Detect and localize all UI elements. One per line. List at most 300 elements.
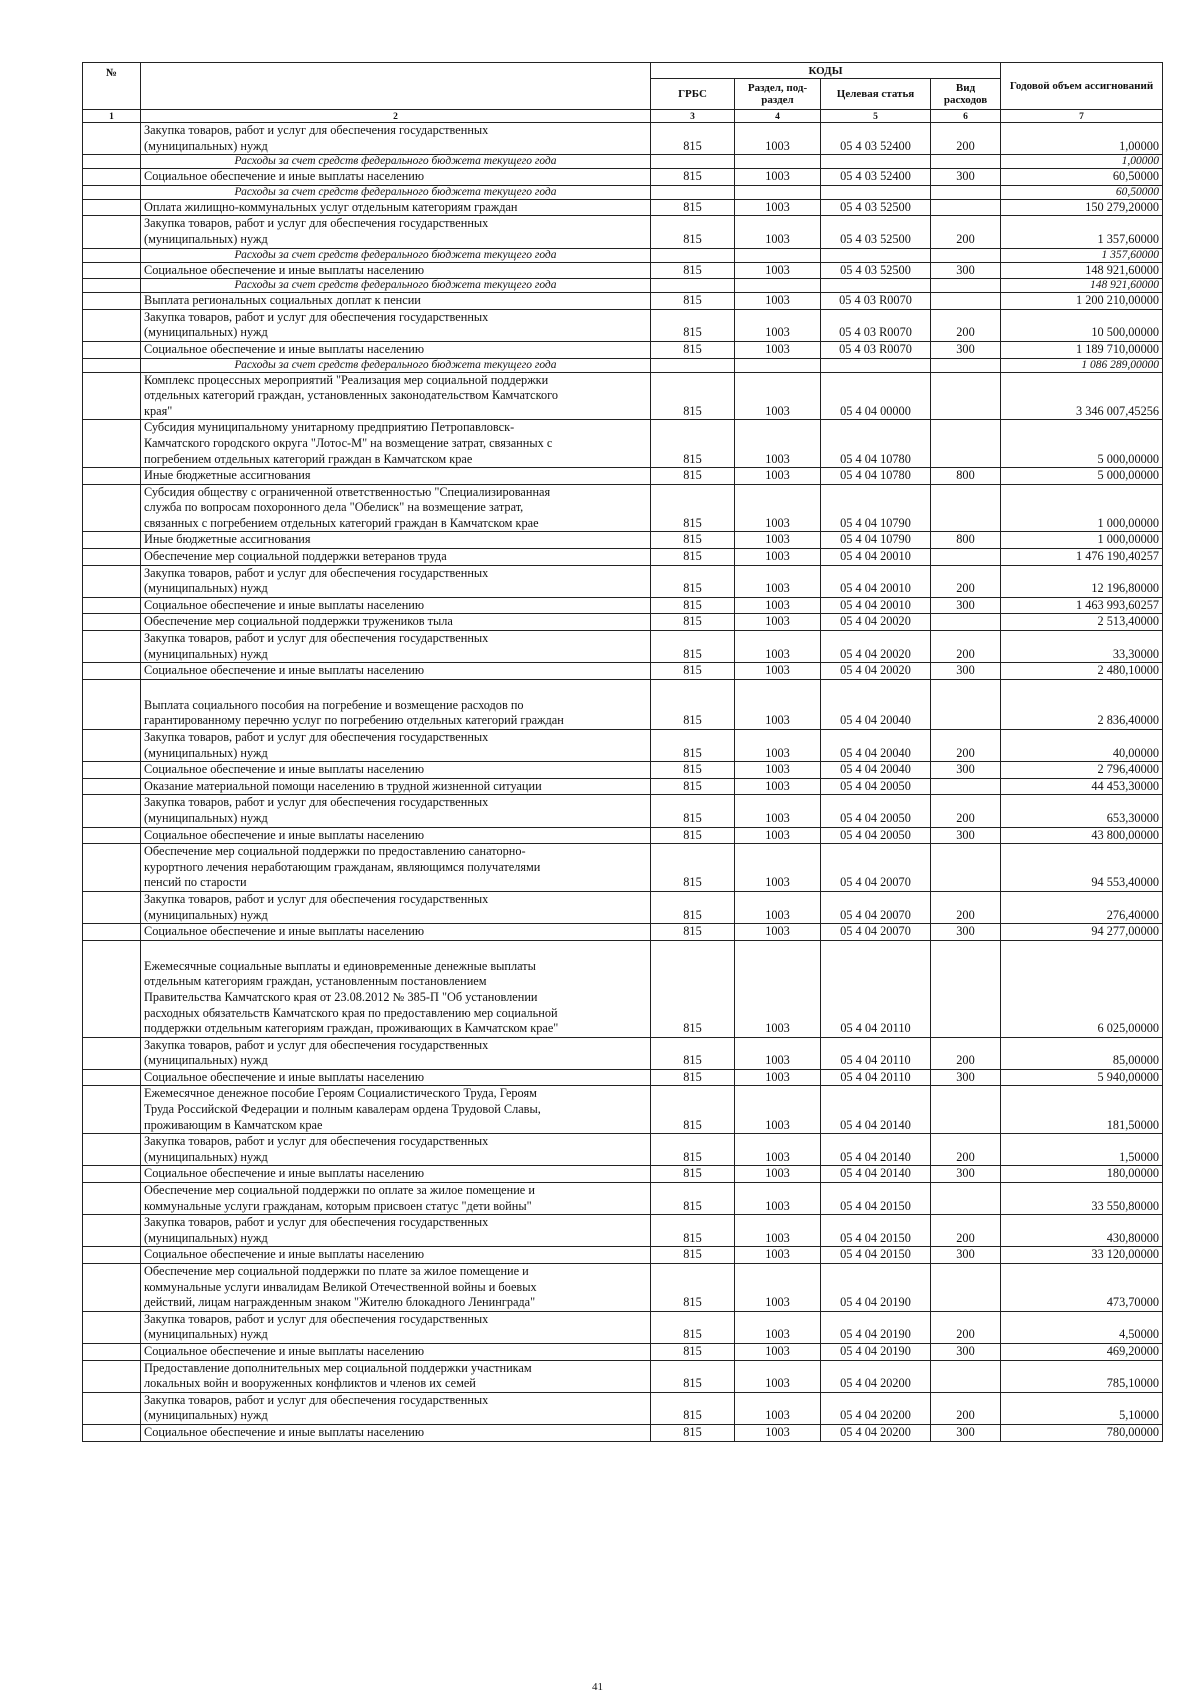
row-kind: [931, 1360, 1001, 1392]
row-section: 1003: [735, 216, 821, 248]
row-section: 1003: [735, 795, 821, 827]
row-target: [821, 185, 931, 199]
row-no: [83, 216, 141, 248]
row-section: 1003: [735, 1392, 821, 1424]
row-target: 05 4 04 20020: [821, 631, 931, 663]
row-section: 1003: [735, 844, 821, 892]
row-no: [83, 1392, 141, 1424]
row-target: 05 4 04 20150: [821, 1183, 931, 1215]
row-name: Оказание материальной помощи населению в трудной жизненной ситуации: [141, 778, 651, 795]
row-grbs: 815: [651, 663, 735, 680]
row-name: Субсидия обществу с ограниченной ответственностью "Специализированная служба по вопросам похоронного дела "Обелиск" на возмещение затрат, связанных с погребением отдельных категорий граждан в Камчатском крае: [141, 484, 651, 532]
row-grbs: [651, 185, 735, 199]
row-grbs: 815: [651, 795, 735, 827]
row-target: 05 4 04 20200: [821, 1360, 931, 1392]
row-amount: 1 000,00000: [1001, 532, 1163, 549]
row-kind: 200: [931, 795, 1001, 827]
row-target: 05 4 04 20050: [821, 827, 931, 844]
row-section: 1003: [735, 663, 821, 680]
row-name: Иные бюджетные ассигнования: [141, 468, 651, 485]
budget-table: [82, 62, 1163, 1442]
header-kind: Вид расходов: [931, 79, 1001, 110]
header-section: Раздел, под-раздел: [735, 79, 821, 110]
row-target: 05 4 04 20150: [821, 1215, 931, 1247]
row-amount: 40,00000: [1001, 730, 1163, 762]
row-name: Закупка товаров, работ и услуг для обеспечения государственных (муниципальных) нужд: [141, 1134, 651, 1166]
row-amount: 276,40000: [1001, 891, 1163, 923]
row-name: Ежемесячные социальные выплаты и единовременные денежные выплаты отдельным категориям граждан, установленным постановлением Правительства Камчатского края от 23.08.2012 № 385-П "Об установлении расходных обязательств Камчатского края по предоставлению мер социальной поддержки отдельным категориям граждан, проживающих в Камчатском крае": [141, 940, 651, 1037]
row-no: [83, 1264, 141, 1312]
table-row: [83, 631, 1163, 663]
table-row: [83, 1166, 1163, 1183]
table-row: [83, 1343, 1163, 1360]
row-section: 1003: [735, 827, 821, 844]
table-row: [83, 795, 1163, 827]
row-section: 1003: [735, 730, 821, 762]
row-section: 1003: [735, 1166, 821, 1183]
table-subrow: [83, 155, 1163, 169]
row-grbs: 815: [651, 1215, 735, 1247]
row-section: 1003: [735, 1134, 821, 1166]
row-grbs: 815: [651, 1134, 735, 1166]
row-target: 05 4 04 20020: [821, 614, 931, 631]
row-grbs: 815: [651, 940, 735, 1037]
row-grbs: [651, 155, 735, 169]
row-amount: 60,50000: [1001, 185, 1163, 199]
row-target: 05 4 04 20010: [821, 549, 931, 566]
row-no: [83, 730, 141, 762]
row-grbs: 815: [651, 1264, 735, 1312]
row-section: 1003: [735, 1311, 821, 1343]
table-row: [83, 827, 1163, 844]
row-target: 05 4 04 20200: [821, 1392, 931, 1424]
row-no: [83, 293, 141, 310]
row-section: 1003: [735, 468, 821, 485]
row-kind: [931, 1086, 1001, 1134]
row-section: 1003: [735, 778, 821, 795]
table-row: [83, 1134, 1163, 1166]
row-kind: [931, 372, 1001, 420]
row-name: Расходы за счет средств федерального бюджета текущего года: [141, 248, 651, 262]
row-section: 1003: [735, 199, 821, 216]
table-row: [83, 1424, 1163, 1441]
col-number: 6: [931, 110, 1001, 123]
row-name: Социальное обеспечение и иные выплаты населению: [141, 1069, 651, 1086]
row-grbs: 815: [651, 1069, 735, 1086]
row-kind: 300: [931, 663, 1001, 680]
row-amount: 33 550,80000: [1001, 1183, 1163, 1215]
header-annual: Годовой объем ассигнований: [1001, 63, 1163, 110]
row-no: [83, 199, 141, 216]
row-target: 05 4 04 10790: [821, 532, 931, 549]
row-kind: [931, 549, 1001, 566]
row-amount: 148 921,60000: [1001, 262, 1163, 279]
row-name: Закупка товаров, работ и услуг для обеспечения государственных (муниципальных) нужд: [141, 1392, 651, 1424]
row-name: Обеспечение мер социальной поддержки по оплате за жилое помещение и коммунальные услуги гражданам, которым присвоен статус "дети войны": [141, 1183, 651, 1215]
row-no: [83, 532, 141, 549]
row-kind: 200: [931, 1392, 1001, 1424]
row-target: 05 4 04 20110: [821, 940, 931, 1037]
row-no: [83, 631, 141, 663]
row-no: [83, 1037, 141, 1069]
row-target: 05 4 04 20140: [821, 1166, 931, 1183]
row-kind: 200: [931, 730, 1001, 762]
table-row: [83, 532, 1163, 549]
row-kind: 300: [931, 827, 1001, 844]
table-row: [83, 549, 1163, 566]
row-kind: [931, 1183, 1001, 1215]
row-no: [83, 795, 141, 827]
row-kind: 200: [931, 1037, 1001, 1069]
table-subrow: [83, 185, 1163, 199]
row-no: [83, 1247, 141, 1264]
row-grbs: 815: [651, 1183, 735, 1215]
row-grbs: 815: [651, 1166, 735, 1183]
table-row: [83, 1311, 1163, 1343]
table-row: [83, 679, 1163, 729]
table-row: [83, 293, 1163, 310]
table-row: [83, 420, 1163, 468]
row-section: 1003: [735, 1183, 821, 1215]
row-amount: 33,30000: [1001, 631, 1163, 663]
row-amount: 3 346 007,45256: [1001, 372, 1163, 420]
row-amount: 43 800,00000: [1001, 827, 1163, 844]
row-kind: [931, 248, 1001, 262]
row-no: [83, 372, 141, 420]
row-grbs: [651, 279, 735, 293]
row-name: Выплата социального пособия на погребение и возмещение расходов по гарантированному перечню услуг по погребению отдельных категорий граждан: [141, 679, 651, 729]
row-grbs: 815: [651, 614, 735, 631]
row-no: [83, 1343, 141, 1360]
row-name: Предоставление дополнительных мер социальной поддержки участникам локальных войн и вооруженных конфликтов и членов их семей: [141, 1360, 651, 1392]
row-target: 05 4 04 20010: [821, 565, 931, 597]
row-grbs: [651, 358, 735, 372]
row-name: Закупка товаров, работ и услуг для обеспечения государственных (муниципальных) нужд: [141, 216, 651, 248]
row-grbs: 815: [651, 597, 735, 614]
row-name: Социальное обеспечение и иные выплаты населению: [141, 597, 651, 614]
row-amount: 5 000,00000: [1001, 468, 1163, 485]
row-no: [83, 358, 141, 372]
row-section: 1003: [735, 940, 821, 1037]
row-no: [83, 1166, 141, 1183]
row-name: Расходы за счет средств федерального бюджета текущего года: [141, 185, 651, 199]
row-kind: [931, 155, 1001, 169]
row-target: 05 4 03 52400: [821, 169, 931, 186]
row-section: 1003: [735, 679, 821, 729]
row-section: 1003: [735, 372, 821, 420]
row-amount: 180,00000: [1001, 1166, 1163, 1183]
row-no: [83, 309, 141, 341]
table-row: [83, 1183, 1163, 1215]
row-no: [83, 1311, 141, 1343]
table-row: [83, 199, 1163, 216]
row-no: [83, 341, 141, 358]
row-section: 1003: [735, 484, 821, 532]
table-row: [83, 762, 1163, 779]
table-row: [83, 891, 1163, 923]
table-row: [83, 1086, 1163, 1134]
row-target: [821, 248, 931, 262]
row-grbs: 815: [651, 1037, 735, 1069]
row-target: 05 4 03 52500: [821, 199, 931, 216]
row-grbs: 815: [651, 762, 735, 779]
row-name: Социальное обеспечение и иные выплаты населению: [141, 1343, 651, 1360]
row-kind: [931, 679, 1001, 729]
row-amount: 473,70000: [1001, 1264, 1163, 1312]
row-section: 1003: [735, 597, 821, 614]
row-section: 1003: [735, 293, 821, 310]
row-amount: 85,00000: [1001, 1037, 1163, 1069]
row-name: Социальное обеспечение и иные выплаты населению: [141, 341, 651, 358]
row-amount: 1 086 289,00000: [1001, 358, 1163, 372]
row-amount: 653,30000: [1001, 795, 1163, 827]
row-kind: 300: [931, 262, 1001, 279]
row-amount: 148 921,60000: [1001, 279, 1163, 293]
row-name: Социальное обеспечение и иные выплаты населению: [141, 1166, 651, 1183]
row-no: [83, 262, 141, 279]
row-grbs: 815: [651, 1247, 735, 1264]
row-grbs: 815: [651, 199, 735, 216]
row-name: Ежемесячное денежное пособие Героям Социалистического Труда, Героям Труда Российской Федерации и полным кавалерам ордена Трудовой Славы, проживающим в Камчатском крае: [141, 1086, 651, 1134]
row-name: Оплата жилищно-коммунальных услуг отдельным категориям граждан: [141, 199, 651, 216]
table-row: [83, 1360, 1163, 1392]
row-target: 05 4 03 R0070: [821, 293, 931, 310]
row-grbs: 815: [651, 549, 735, 566]
row-kind: 300: [931, 1247, 1001, 1264]
row-grbs: 815: [651, 1424, 735, 1441]
row-kind: 300: [931, 762, 1001, 779]
row-kind: [931, 844, 1001, 892]
row-section: [735, 185, 821, 199]
row-grbs: 815: [651, 827, 735, 844]
row-grbs: 815: [651, 341, 735, 358]
row-name: Выплата региональных социальных доплат к пенсии: [141, 293, 651, 310]
row-name: Субсидия муниципальному унитарному предприятию Петропавловск- Камчатского городского округа "Лотос-М" на возмещение затрат, связанных с погребением отдельных категорий граждан в Камчатском крае: [141, 420, 651, 468]
row-kind: 800: [931, 532, 1001, 549]
row-target: 05 4 03 R0070: [821, 309, 931, 341]
row-amount: 2 796,40000: [1001, 762, 1163, 779]
row-grbs: 815: [651, 309, 735, 341]
row-name: Закупка товаров, работ и услуг для обеспечения государственных (муниципальных) нужд: [141, 1311, 651, 1343]
row-grbs: 815: [651, 1311, 735, 1343]
row-grbs: 815: [651, 730, 735, 762]
row-amount: 33 120,00000: [1001, 1247, 1163, 1264]
table-row: [83, 123, 1163, 155]
row-no: [83, 891, 141, 923]
row-kind: [931, 293, 1001, 310]
row-kind: [931, 199, 1001, 216]
row-no: [83, 279, 141, 293]
table-row: [83, 597, 1163, 614]
row-section: 1003: [735, 891, 821, 923]
row-no: [83, 679, 141, 729]
row-kind: [931, 484, 1001, 532]
row-kind: [931, 185, 1001, 199]
table-row: [83, 169, 1163, 186]
row-amount: 2 513,40000: [1001, 614, 1163, 631]
row-section: 1003: [735, 169, 821, 186]
table-body: [83, 123, 1163, 1442]
row-amount: 4,50000: [1001, 1311, 1163, 1343]
row-no: [83, 1183, 141, 1215]
row-section: 1003: [735, 762, 821, 779]
table-row: [83, 663, 1163, 680]
row-no: [83, 663, 141, 680]
row-grbs: 815: [651, 1086, 735, 1134]
row-name: Расходы за счет средств федерального бюджета текущего года: [141, 155, 651, 169]
row-amount: 1,00000: [1001, 123, 1163, 155]
row-grbs: 815: [651, 1360, 735, 1392]
row-amount: 94 553,40000: [1001, 844, 1163, 892]
row-section: 1003: [735, 1264, 821, 1312]
row-no: [83, 468, 141, 485]
row-target: 05 4 03 52500: [821, 216, 931, 248]
row-name: Социальное обеспечение и иные выплаты населению: [141, 1247, 651, 1264]
row-no: [83, 420, 141, 468]
row-no: [83, 1360, 141, 1392]
table-row: [83, 940, 1163, 1037]
row-name: Социальное обеспечение и иные выплаты населению: [141, 169, 651, 186]
row-target: 05 4 04 20050: [821, 795, 931, 827]
row-amount: 44 453,30000: [1001, 778, 1163, 795]
row-no: [83, 924, 141, 941]
row-no: [83, 1215, 141, 1247]
row-grbs: 815: [651, 216, 735, 248]
row-name: Закупка товаров, работ и услуг для обеспечения государственных (муниципальных) нужд: [141, 1215, 651, 1247]
row-target: 05 4 04 20040: [821, 679, 931, 729]
row-amount: 1 200 210,00000: [1001, 293, 1163, 310]
row-section: [735, 155, 821, 169]
row-no: [83, 185, 141, 199]
row-target: 05 4 04 20190: [821, 1264, 931, 1312]
row-amount: 469,20000: [1001, 1343, 1163, 1360]
row-amount: 6 025,00000: [1001, 940, 1163, 1037]
row-target: 05 4 04 20110: [821, 1069, 931, 1086]
row-name: Социальное обеспечение и иные выплаты населению: [141, 663, 651, 680]
row-target: 05 4 04 20150: [821, 1247, 931, 1264]
row-section: 1003: [735, 1424, 821, 1441]
row-name: Расходы за счет средств федерального бюджета текущего года: [141, 279, 651, 293]
row-name: Комплекс процессных мероприятий "Реализация мер социальной поддержки отдельных категорий граждан, установленных законодательством Камчатского края": [141, 372, 651, 420]
row-no: [83, 1086, 141, 1134]
row-name: Закупка товаров, работ и услуг для обеспечения государственных (муниципальных) нужд: [141, 891, 651, 923]
row-amount: 780,00000: [1001, 1424, 1163, 1441]
row-name: Социальное обеспечение и иные выплаты населению: [141, 762, 651, 779]
row-section: 1003: [735, 549, 821, 566]
col-number: 3: [651, 110, 735, 123]
row-name: Обеспечение мер социальной поддержки тружеников тыла: [141, 614, 651, 631]
row-target: 05 4 04 20190: [821, 1311, 931, 1343]
table-row: [83, 924, 1163, 941]
row-target: 05 4 04 20020: [821, 663, 931, 680]
header-grbs: ГРБС: [651, 79, 735, 110]
table-row: [83, 341, 1163, 358]
row-amount: 5,10000: [1001, 1392, 1163, 1424]
row-target: 05 4 04 20190: [821, 1343, 931, 1360]
row-target: 05 4 03 52400: [821, 123, 931, 155]
row-section: 1003: [735, 1215, 821, 1247]
col-number: 4: [735, 110, 821, 123]
row-target: 05 4 04 20070: [821, 844, 931, 892]
col-number: 2: [141, 110, 651, 123]
row-target: 05 4 04 20010: [821, 597, 931, 614]
row-amount: 2 480,10000: [1001, 663, 1163, 680]
row-target: 05 4 04 20070: [821, 891, 931, 923]
row-amount: 150 279,20000: [1001, 199, 1163, 216]
row-section: 1003: [735, 420, 821, 468]
row-no: [83, 762, 141, 779]
row-name: Иные бюджетные ассигнования: [141, 532, 651, 549]
row-grbs: 815: [651, 262, 735, 279]
table-subrow: [83, 279, 1163, 293]
row-section: [735, 358, 821, 372]
row-grbs: 815: [651, 293, 735, 310]
row-grbs: 815: [651, 1343, 735, 1360]
row-grbs: 815: [651, 631, 735, 663]
table-row: [83, 844, 1163, 892]
header-target: Целевая статья: [821, 79, 931, 110]
row-amount: 1 357,60000: [1001, 216, 1163, 248]
row-kind: [931, 1264, 1001, 1312]
row-grbs: 815: [651, 420, 735, 468]
row-kind: 800: [931, 468, 1001, 485]
row-kind: 200: [931, 1134, 1001, 1166]
row-kind: 300: [931, 1424, 1001, 1441]
row-kind: 300: [931, 1069, 1001, 1086]
row-no: [83, 484, 141, 532]
table-row: [83, 1215, 1163, 1247]
header-codes: КОДЫ: [651, 63, 1001, 79]
table-row: [83, 1392, 1163, 1424]
row-kind: [931, 940, 1001, 1037]
row-amount: 5 940,00000: [1001, 1069, 1163, 1086]
table-row: [83, 309, 1163, 341]
row-amount: 1 189 710,00000: [1001, 341, 1163, 358]
row-grbs: 815: [651, 123, 735, 155]
row-kind: 200: [931, 1311, 1001, 1343]
row-target: [821, 358, 931, 372]
row-target: 05 4 04 10780: [821, 468, 931, 485]
table-row: [83, 1037, 1163, 1069]
row-amount: 5 000,00000: [1001, 420, 1163, 468]
row-amount: 1,50000: [1001, 1134, 1163, 1166]
row-amount: 60,50000: [1001, 169, 1163, 186]
row-kind: [931, 358, 1001, 372]
row-no: [83, 1069, 141, 1086]
row-target: 05 4 04 20140: [821, 1086, 931, 1134]
page-number: 41: [592, 1681, 603, 1693]
table-row: [83, 1247, 1163, 1264]
table-row: [83, 614, 1163, 631]
row-name: Расходы за счет средств федерального бюджета текущего года: [141, 358, 651, 372]
row-section: 1003: [735, 1037, 821, 1069]
col-number: 7: [1001, 110, 1163, 123]
row-name: Социальное обеспечение и иные выплаты населению: [141, 1424, 651, 1441]
row-target: [821, 279, 931, 293]
col-number: 5: [821, 110, 931, 123]
header-name: [141, 63, 651, 110]
col-number: 1: [83, 110, 141, 123]
row-section: 1003: [735, 1247, 821, 1264]
row-grbs: 815: [651, 169, 735, 186]
row-no: [83, 614, 141, 631]
row-kind: [931, 420, 1001, 468]
row-section: 1003: [735, 532, 821, 549]
row-amount: 10 500,00000: [1001, 309, 1163, 341]
row-target: 05 4 04 20110: [821, 1037, 931, 1069]
row-kind: 200: [931, 631, 1001, 663]
row-section: 1003: [735, 924, 821, 941]
